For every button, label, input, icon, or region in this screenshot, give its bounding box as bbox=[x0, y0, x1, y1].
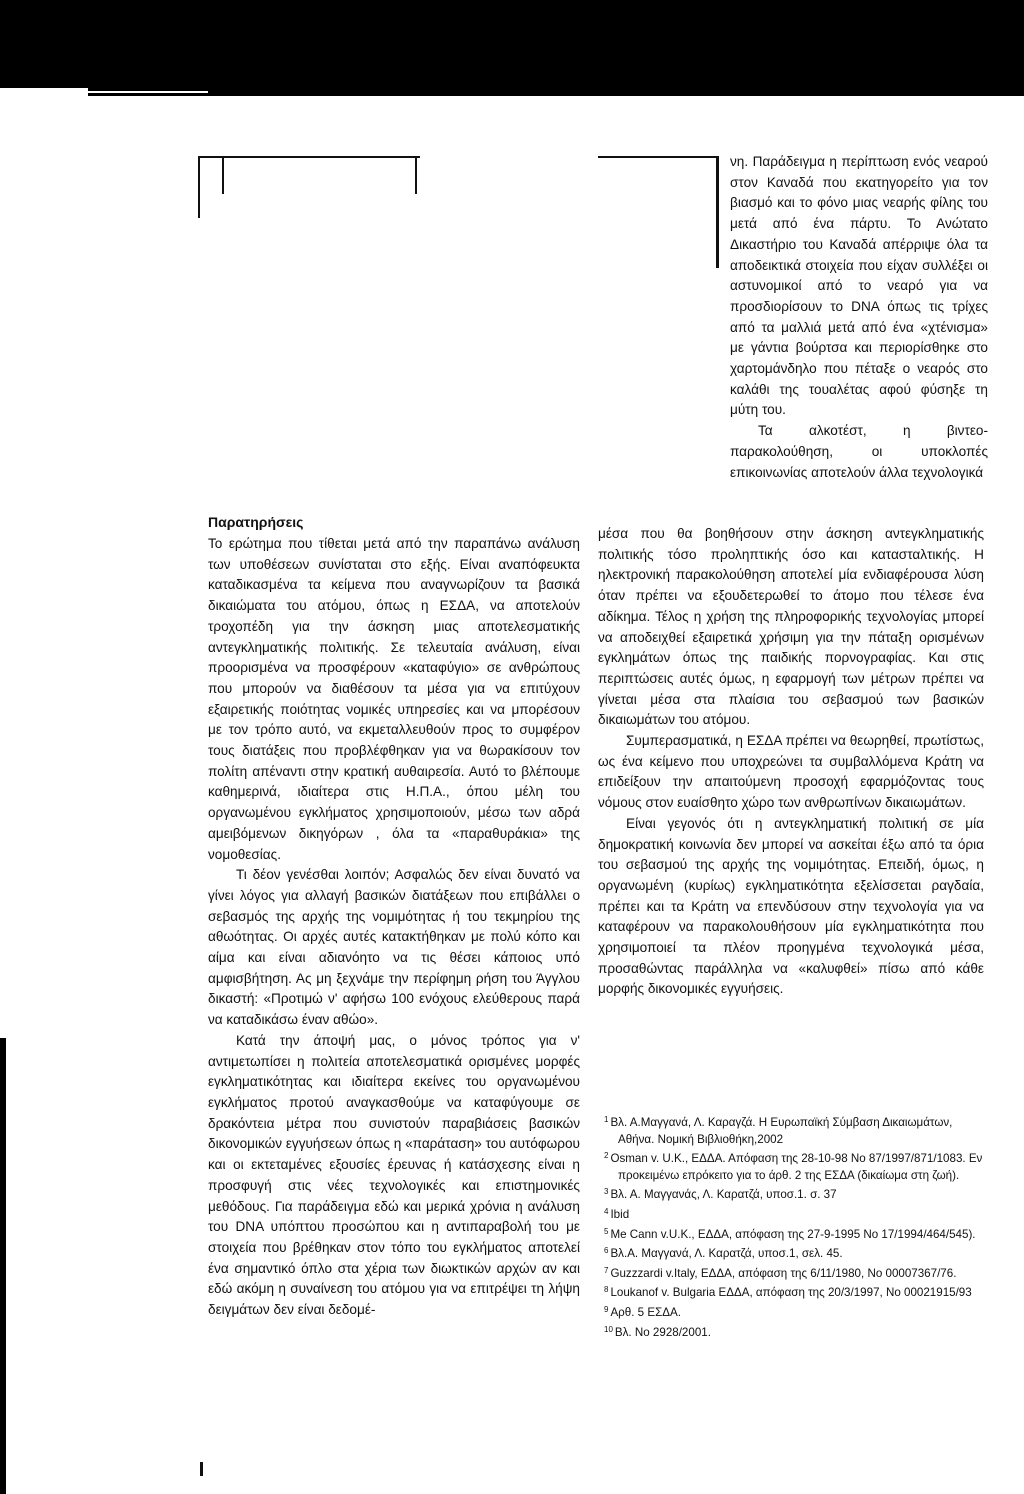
footnote-text: Osman v. U.K., ΕΔΔΑ. Απόφαση της 28-10-98 Νο 87/1997/871/1083. Εν προκειμένω επρόκειτο για το άρθ. 2 της ΕΣΔΑ (δικαίωμα στη ζωή). bbox=[610, 1152, 983, 1182]
footnote-text: Αρθ. 5 ΕΣΔΑ. bbox=[610, 1305, 681, 1319]
paragraph: Συμπερασματικά, η ΕΣΔΑ πρέπει να θεωρηθεί, πρωτίστως, ως ένα κείμενο που υποχρεώνει τα συμβαλλόμενα Κράτη να επιδείξουν την απαιτούμενη προσοχή εφαρμόζοντας τους νόμους στον ευαίσθητο χώρο των ανθρωπίνων δικαιωμάτων. bbox=[598, 733, 984, 811]
left-frame-tick bbox=[222, 158, 224, 194]
footnote bbox=[598, 1322, 990, 1342]
footnote-text: Βλ. Νο 2928/2001. bbox=[614, 1325, 711, 1339]
footnote-text: Loukanof v. Bulgaria ΕΔΔΑ, απόφαση της 20/3/1997, Νο 00021915/93 bbox=[610, 1286, 972, 1300]
footnotes bbox=[598, 1112, 990, 1341]
footnote-number: 7 bbox=[604, 1265, 609, 1275]
footnote bbox=[598, 1184, 990, 1204]
footnote-number: 5 bbox=[604, 1226, 609, 1236]
left-frame-tick-right bbox=[415, 158, 417, 194]
footnote-number: 8 bbox=[604, 1285, 609, 1295]
footnote-number: 6 bbox=[604, 1246, 609, 1256]
left-column bbox=[208, 512, 580, 1321]
footnote-text: Me Cann v.U.K., ΕΔΔΑ, απόφαση της 27-9-1995 Νο 17/1994/464/545). bbox=[610, 1227, 976, 1241]
footnote bbox=[598, 1263, 990, 1283]
paragraph: Τι δέον γενέσθαι λοιπόν; Ασφαλώς δεν είναι δυνατό να γίνει λόγος για αλλαγή βασικών διατάξεων που επιβάλλει ο σεβασμός της αρχής της νομιμότητας ή του τεκμηρίου της αθωότητας. Οι αρχές αυτές κατακτήθηκαν με πολύ κόπο και αίμα και είναι αδιανόητο να τις θέσει κάποιος υπό αμφισβήτηση. Ας μη ξεχνάμε την περίφημη ρήση του Άγγλου δικαστή: «Προτιμώ ν' αφήσω 100 ενόχους ελεύθερους παρά να καταδικάσω έναν αθώο». bbox=[208, 867, 580, 1028]
section-heading: Παρατηρήσεις bbox=[208, 514, 304, 530]
paragraph: νη. Παράδειγμα η περίπτωση ενός νεαρού στον Καναδά που εκατηγορείτο για τον βιασμό και το φόνο μιας νεαρής φίλης του μετά από ένα πάρτυ. Το Ανώτατο Δικαστήριο του Καναδά απέρριψε όλα τα αποδεικτικά στοιχεία που είχαν συλλέξει οι αστυνομικοί από το νεαρό για να προσδιορίσουν το DNA όπως τις τρίχες από τα μαλλιά μετά από ένα «χτένισμα» με γάντια βούρτσα και περιορίσθηκε στο χαρτομάνδηλο που πέταξε ο νεαρός στο καλάθι της τουαλέτας αφού φύσηξε τη μύτη του. bbox=[730, 154, 988, 418]
right-frame-vertical-rule bbox=[716, 156, 719, 268]
footnote bbox=[598, 1243, 990, 1263]
footnote-number: 1 bbox=[604, 1115, 609, 1124]
footnote-text: Guzzzardi v.Italy, ΕΔΔΑ, απόφαση της 6/11/1980, Νο 00007367/76. bbox=[610, 1266, 957, 1280]
left-frame-vertical-rule bbox=[198, 158, 200, 218]
footnote bbox=[598, 1112, 990, 1148]
footnote-text: Βλ. Α. Μαγγανάς, Λ. Καρατζά, υποσ.1. σ. 37 bbox=[610, 1188, 837, 1202]
paragraph: Είναι γεγονός ότι η αντεγκληματική πολιτική σε μία δημοκρατική κοινωνία δεν μπορεί να ασκείται έξω από τα όρια του σεβασμού της αρχής της νομιμότητας. Επειδή, όμως, η οργανωμένη (κυρίως) εγκληματικότητα εξελίσσεται ραγδαία, πρέπει και τα Κράτη να επενδύσουν στην τεχνολογία για να καταφέρουν να παρακολουθήσουν μία εγκληματικότητα που χρησιμοποιεί τα πλέον προηγμένα τεχνολογικά μέσα, προσαθώντας παράλληλα να «καλυφθεί» πίσω από κάθε μορφής δικονομικές εγγυήσεις. bbox=[598, 815, 984, 997]
footnote bbox=[598, 1302, 990, 1322]
top-rule bbox=[88, 88, 1024, 96]
footnote-number: 2 bbox=[604, 1151, 609, 1161]
margin-mark bbox=[200, 1462, 203, 1476]
left-edge-bar bbox=[0, 1038, 6, 1494]
paragraph: Τα αλκοτέστ, η βιντεο- παρακολούθηση, οι υποκλοπές επικοινωνίας αποτελούν άλλα τεχνολογικά bbox=[730, 423, 988, 480]
footnote-text: Βλ.Α. Μαγγανά, Λ. Καρατζά, υποσ.1, σελ. 45. bbox=[610, 1247, 843, 1261]
paragraph: Το ερώτημα που τίθεται μετά από την παραπάνω ανάλυση των υποθέσεων συνίσταται στο εξής. Είναι αναπόφευκτα καταδικασμένα τα κείμενα που αναγνωρίζουν τα βασικά δικαιώματα του ατόμου, όπως η ΕΣΔΑ, να αποτελούν τροχοπέδη για την άσκηση μιας αποτελεσματικής αντεγκληματικής πολιτικής. Σε τελευταία ανάλυση, είναι προορισμένα να προσφέρουν «καταφύγιο» σε ανθρώπους που μπορούν να διαθέσουν τα μέσα για να επιτύχουν εξαιρετικής ποιότητας νομικές υπηρεσίες και να μπορέσουν με τον τρόπο αυτό, να εκμεταλλευθούν προς το συμφέρον τους διατάξεις που προβλέφθηκαν για να θωρακίσουν τον πολίτη απέναντι στην κρατική αυθαιρεσία. Αυτό το βλέπουμε καθημερινά, ιδιαίτερα στις Η.Π.Α., όπου μέλη του οργανωμένου εγκλήματος χρησιμοποιούν, μέσω των αδρά αμειβόμενων δικηγόρων , όλα τα «παραθυράκια» της νομοθεσίας. bbox=[208, 536, 580, 862]
footnote-number: 3 bbox=[604, 1187, 609, 1197]
right-column bbox=[598, 524, 984, 1000]
footnote bbox=[598, 1204, 990, 1224]
footnote bbox=[598, 1282, 990, 1302]
footnote-number: 9 bbox=[604, 1304, 609, 1314]
top-rule-gap bbox=[88, 91, 208, 93]
footnote-number: 10 bbox=[604, 1324, 613, 1334]
top-black-band bbox=[0, 0, 1024, 88]
footnote bbox=[598, 1148, 990, 1184]
paragraph: μέσα που θα βοηθήσουν στην άσκηση αντεγκληματικής πολιτικής τόσο προληπτικής όσο και κατασταλτικής. Η ηλεκτρονική παρακολούθηση αποτελεί μία ενδιαφέρουσα λύση όταν πρέπει να εξουδετερωθεί το άτομο που τέλεσε ένα αδίκημα. Τέλος η χρήση της πληροφορικής τεχνολογίας μπορεί να αποδειχθεί εξαιρετικά χρήσιμη για την πάταξη ορισμένων εγκλημάτων όπως της παιδικής πορνογραφίας. Και στις περιπτώσεις αυτές όμως, η εφαρμογή των μέτρων πρέπει να γίνεται μέσα στα πλαίσια του σεβασμού των βασικών δικαιωμάτων του ατόμου. bbox=[598, 526, 984, 728]
footnote-text: Βλ. Α.Μαγγανά, Λ. Καραγζά. Η Ευρωπαϊκή Σύμβαση Δικαιωμάτων, Αθήνα. Νομική Βιβλιοθήκη,2002 bbox=[610, 1116, 953, 1146]
right-frame-top-rule bbox=[598, 156, 718, 158]
paragraph: Κατά την άποψή μας, ο μόνος τρόπος για ν' αντιμετωπίσει η πολιτεία αποτελεσματικά ορισμένες μορφές εγκληματικότητας και ιδιαίτερα εκείνες του οργανωμένου εγκλήματος προτού αναγκασθούμε να καταφύγουμε σε δρακόντεια μέτρα που συνιστούν παραβιάσεις βασικών δικονομικών εγγυήσεων όπως η «παράταση» του αυτόφωρου και οι εκτεταμένες εξουσίες έρευνας ή κατάσχεσης είναι η προσφυγή στις νέες τεχνολογικές και επιστημονικές μεθόδους. Για παράδειγμα εδώ και μερικά χρόνια η ανάλυση του DNA υπόπτου προσώπου και η αντιπαραβολή του με στοιχεία που βρέθηκαν στον τόπο του εγκλήματος αποτελεί ένα σημαντικό όπλο στα χέρια των διωκτικών αρχών αν και εδώ ακόμη η συναίνεση του ατόμου για να επιτρέψει τη λήψη δειγμάτων δεν είναι δεδομέ- bbox=[208, 1032, 580, 1318]
footnote-number: 4 bbox=[604, 1206, 609, 1216]
right-column-top bbox=[730, 152, 988, 483]
left-frame-top-rule bbox=[198, 156, 420, 158]
footnote-text: Ibid bbox=[610, 1207, 630, 1221]
footnote bbox=[598, 1224, 990, 1244]
